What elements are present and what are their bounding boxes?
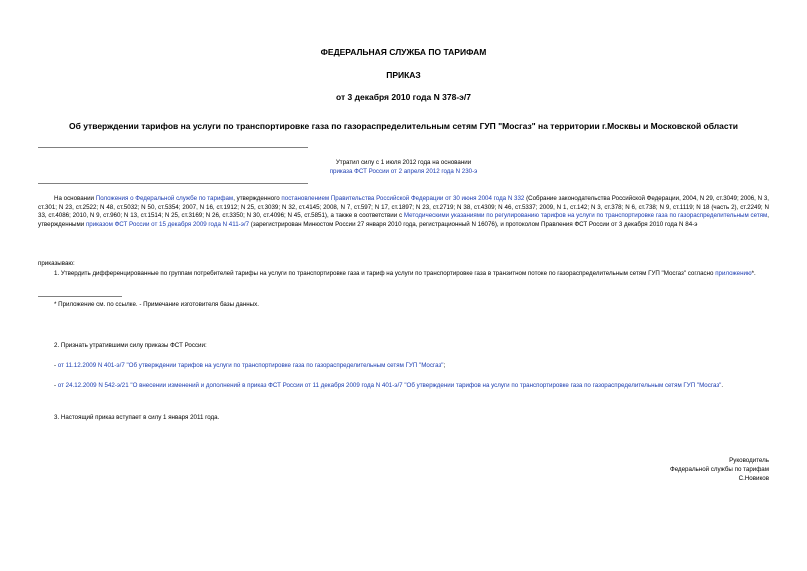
preamble-text-5: (зарегистрирован Минюстом России 27 января 2010 года, регистрационный N 16076), и протоколом Правления ФСТ России от 3 декабря 2010 года N 84-э: [249, 221, 698, 229]
footnote: * Приложение см. по ссылке. - Примечание изготовителя базы данных.: [54, 301, 259, 308]
item-2-sub-1: [54, 362, 769, 371]
status-note-text: Утратил силу с 1 июля 2012 года на основании: [335, 159, 472, 166]
item-1-suffix: *.: [751, 270, 756, 277]
signature-position-2: Федеральной службы по тарифам: [670, 465, 769, 473]
signature-position-1: Руководитель: [729, 457, 769, 464]
preamble-text-1: На основании: [54, 195, 96, 202]
signature-block: [589, 457, 769, 483]
preamble-text-3: (Собрание законодательства Российской Федерации, 2004, N 29, ст.3049; 2006, N 3, ст.301; N 23, ст.2522; N 48, ст.5032; N 50, ст.5354; 2007, N 16, ст.1912; N 25, ст.3039; N 32, ст.4145; 2008, N 7, ст.597; N 17, ст.1897; N 23, ст.2719; N 38, ст.4309; N 46, ст.5337; 2009, N 1, ст.142; N 3, ст.378; N 6, ст.738; N 9, ст.1119; N 18 (часть 2), ст.2249; N 33, ст.4086; 2010, N 9, ст.960; N 13, ст.1514; N 25, ст.3169; N 26, ст.3350; N 30, ст.4096; N 45, ст.5851), а также в соответствии с: [38, 195, 769, 220]
link-regulation-fst[interactable]: Положения о Федеральной службе по тарифам: [95, 195, 234, 202]
item-2-sub-1-suffix: ;: [443, 362, 446, 369]
item-2-sub-2-prefix: -: [54, 382, 58, 389]
link-order-401[interactable]: от 11.12.2009 N 401-э/7 "Об утверждении тарифов на услуги по транспортировке газа по газораспределительным сетям ГУП "Мосгаз": [57, 362, 444, 369]
divider-top: [38, 147, 308, 148]
item-1-text: 1. Утвердить дифференцированные по группам потребителей тарифы на услуги по транспортировке газа и тариф на услуги по транспортировке газа в транзитном потоке по газораспределительным сетям ГУП "Мосгаз" согласно: [54, 270, 716, 277]
document-date-number: от 3 декабря 2010 года N 378-э/7: [336, 92, 471, 102]
item-2-sub-1-prefix: -: [54, 362, 58, 369]
document-type: ПРИКАЗ: [386, 70, 421, 80]
item-3: 3. Настоящий приказ вступает в силу 1 января 2011 года.: [54, 414, 220, 421]
link-appendix[interactable]: приложению: [715, 270, 752, 277]
footnote-divider: [38, 296, 122, 297]
preamble-text-2: , утвержденного: [233, 195, 282, 202]
status-note-link[interactable]: приказа ФСТ России от 2 апреля 2012 года N 230-э: [329, 167, 478, 175]
order-word: приказываю:: [38, 260, 75, 267]
item-2-sub-2: [38, 382, 769, 391]
item-1: [38, 270, 769, 279]
agency-name: ФЕДЕРАЛЬНАЯ СЛУЖБА ПО ТАРИФАМ: [320, 47, 487, 57]
divider-bottom: [38, 183, 308, 184]
item-2: 2. Признать утратившими силу приказы ФСТ России:: [54, 342, 207, 349]
item-2-sub-2-suffix: .: [721, 382, 724, 389]
link-methodical-guidelines[interactable]: Методическими указаниями по регулированию тарифов на услуги по транспортировке газа по газораспределительным сетям: [403, 212, 768, 220]
document-title: Об утверждении тарифов на услуги по транспортировке газа по газораспределительным сетям ГУП "Мосгаз" на территории г.Москвы и Московской области: [68, 121, 739, 131]
link-government-decree[interactable]: постановлением Правительства Российской Федерации от 30 июня 2004 года N 332: [281, 195, 525, 202]
status-note: [0, 159, 807, 176]
link-fst-order-411[interactable]: приказом ФСТ России от 15 декабря 2009 года N 411-э/7: [85, 221, 250, 229]
preamble-paragraph: [38, 195, 769, 230]
preamble-text-4: , утвержденными: [38, 212, 769, 229]
signature-name: С.Новиков: [738, 474, 769, 482]
link-order-542[interactable]: от 24.12.2009 N 542-э/21 "О внесении изменений и дополнений в приказ ФСТ России от 11 декабря 2009 года N 401-э/7 "Об утверждении тарифов на услуги по транспортировке газа по газораспределительным сетям ГУП "Мосгаз": [57, 382, 722, 389]
